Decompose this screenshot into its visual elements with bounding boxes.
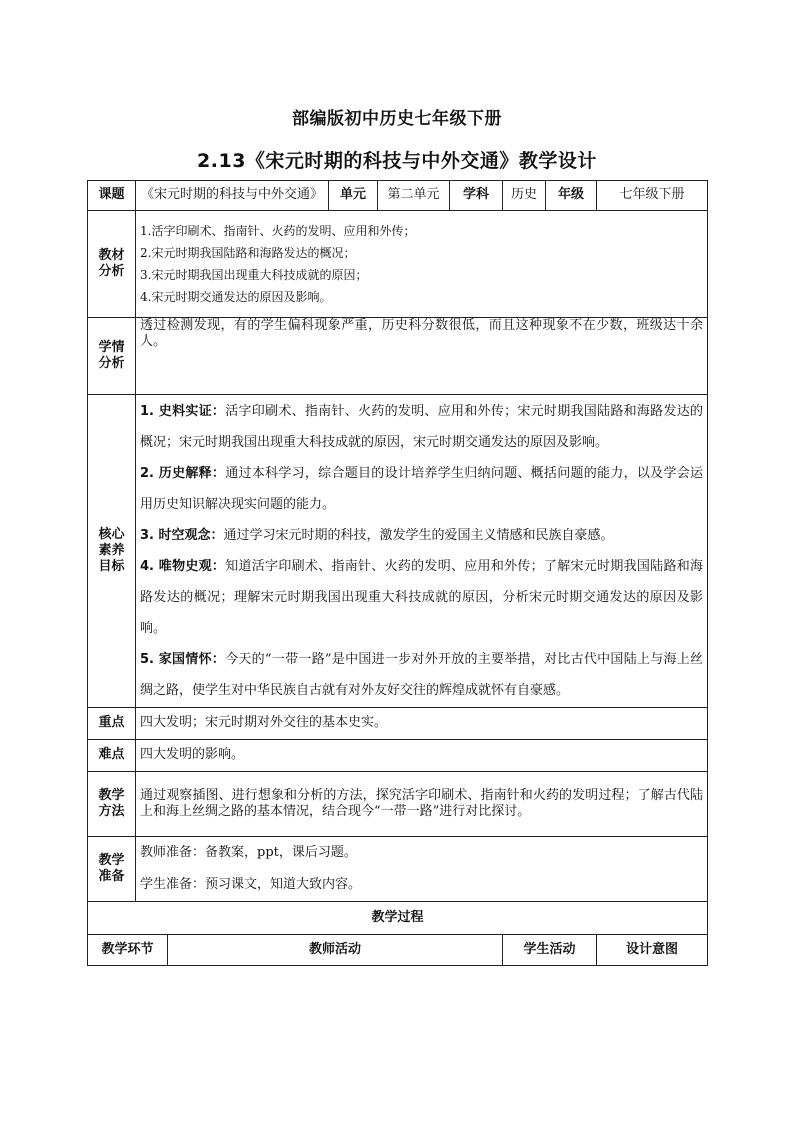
core-goal-title: 1. 史料实证： [140, 404, 226, 419]
core-goal-item: 1. 史料实证：活字印刷术、指南针、火药的发明、应用和外传；宋元时期我国陆路和海路发达的概况；宋元时期我国出现重大科技成就的原因，宋元时期交通发达的原因及影响。 [140, 404, 704, 450]
label-grade: 年级 [546, 181, 597, 211]
label-teaching-method: 教学 方法 [88, 772, 136, 837]
teacher-preparation: 教师准备：备教案，ppt，课后习题。 [140, 845, 357, 860]
label-topic: 课题 [88, 181, 136, 211]
teaching-method-row [88, 772, 708, 837]
subject-value: 历史 [503, 181, 546, 211]
core-goal-item: 5. 家国情怀：今天的“一带一路”是中国进一步对外开放的主要举措，对比古代中国陆上与海上丝绸之路，使学生对中华民族自古就有对外友好交往的辉煌成就怀有自豪感。 [140, 652, 704, 698]
student-analysis-text: 透过检测发现，有的学生偏科现象严重，历史科分数很低，而且这种现象不在少数，班级达十余人。 [136, 318, 708, 395]
key-point-row [88, 708, 708, 740]
core-literacy-content [136, 395, 708, 708]
document-title-series: 部编版初中历史七年级下册 [292, 109, 502, 129]
difficulty-text: 四大发明的影响。 [136, 740, 708, 772]
label-unit: 单元 [329, 181, 378, 211]
col-student-activity: 学生活动 [503, 935, 597, 966]
material-analysis-row [88, 211, 708, 318]
label-material-analysis: 教材 分析 [88, 211, 136, 318]
core-goal-title: 2. 历史解释： [140, 466, 226, 481]
process-title-row [88, 902, 708, 935]
document-title-lesson: 2.13《宋元时期的科技与中外交通》教学设计 [197, 150, 597, 172]
core-goal-title: 4. 唯物史观： [140, 559, 226, 574]
topic-value: 《宋元时期的科技与中外交通》 [136, 181, 329, 211]
process-header-row [88, 935, 708, 966]
material-analysis-content [136, 211, 708, 318]
unit-value: 第二单元 [378, 181, 450, 211]
core-goal-title: 3. 时空观念： [140, 528, 224, 543]
difficulty-row [88, 740, 708, 772]
label-core-literacy: 核心 素养 目标 [88, 395, 136, 708]
core-literacy-row [88, 395, 708, 708]
teaching-method-text: 通过观察插图、进行想象和分析的方法，探究活字印刷术、指南针和火药的发明过程；了解古代陆上和海上丝绸之路的基本情况，结合现今“一带一路”进行对比探讨。 [136, 772, 708, 837]
core-goal-title: 5. 家国情怀： [140, 652, 226, 667]
student-preparation: 学生准备：预习课文，知道大致内容。 [140, 877, 362, 892]
list-item: 3.宋元时期我国出现重大科技成就的原因； [140, 268, 368, 282]
key-point-text: 四大发明；宋元时期对外交往的基本史实。 [136, 708, 708, 740]
label-subject: 学科 [450, 181, 503, 211]
core-goal-item: 4. 唯物史观：知道活字印刷术、指南针、火药的发明、应用和外传；了解宋元时期我国陆路和海路发达的概况；理解宋元时期我国出现重大科技成就的原因，分析宋元时期交通发达的原因及影响。 [140, 559, 704, 636]
core-goal-item: 2. 历史解释：通过本科学习，综合题目的设计培养学生归纳问题、概括问题的能力，以及学会运用历史知识解决现实问题的能力。 [140, 466, 704, 512]
preparation-row [88, 837, 708, 902]
grade-value: 七年级下册 [597, 181, 708, 211]
lesson-plan-table [87, 180, 708, 966]
core-goal-item: 3. 时空观念：通过学习宋元时期的科技，激发学生的爱国主义情感和民族自豪感。 [140, 528, 614, 543]
col-teacher-activity: 教师活动 [168, 935, 503, 966]
label-key-point: 重点 [88, 708, 136, 740]
label-preparation: 教学 准备 [88, 837, 136, 902]
col-design-intent: 设计意图 [597, 935, 708, 966]
student-analysis-row [88, 318, 708, 395]
col-teaching-stage: 教学环节 [88, 935, 168, 966]
info-row [88, 181, 708, 211]
list-item: 2.宋元时期我国陆路和海路发达的概况； [140, 246, 356, 260]
label-student-analysis: 学情 分析 [88, 318, 136, 395]
label-difficulty: 难点 [88, 740, 136, 772]
preparation-content [136, 837, 708, 902]
list-item: 4.宋元时期交通发达的原因及影响。 [140, 290, 332, 304]
list-item: 1.活字印刷术、指南针、火药的发明、应用和外传； [140, 224, 416, 238]
process-title: 教学过程 [88, 902, 708, 935]
